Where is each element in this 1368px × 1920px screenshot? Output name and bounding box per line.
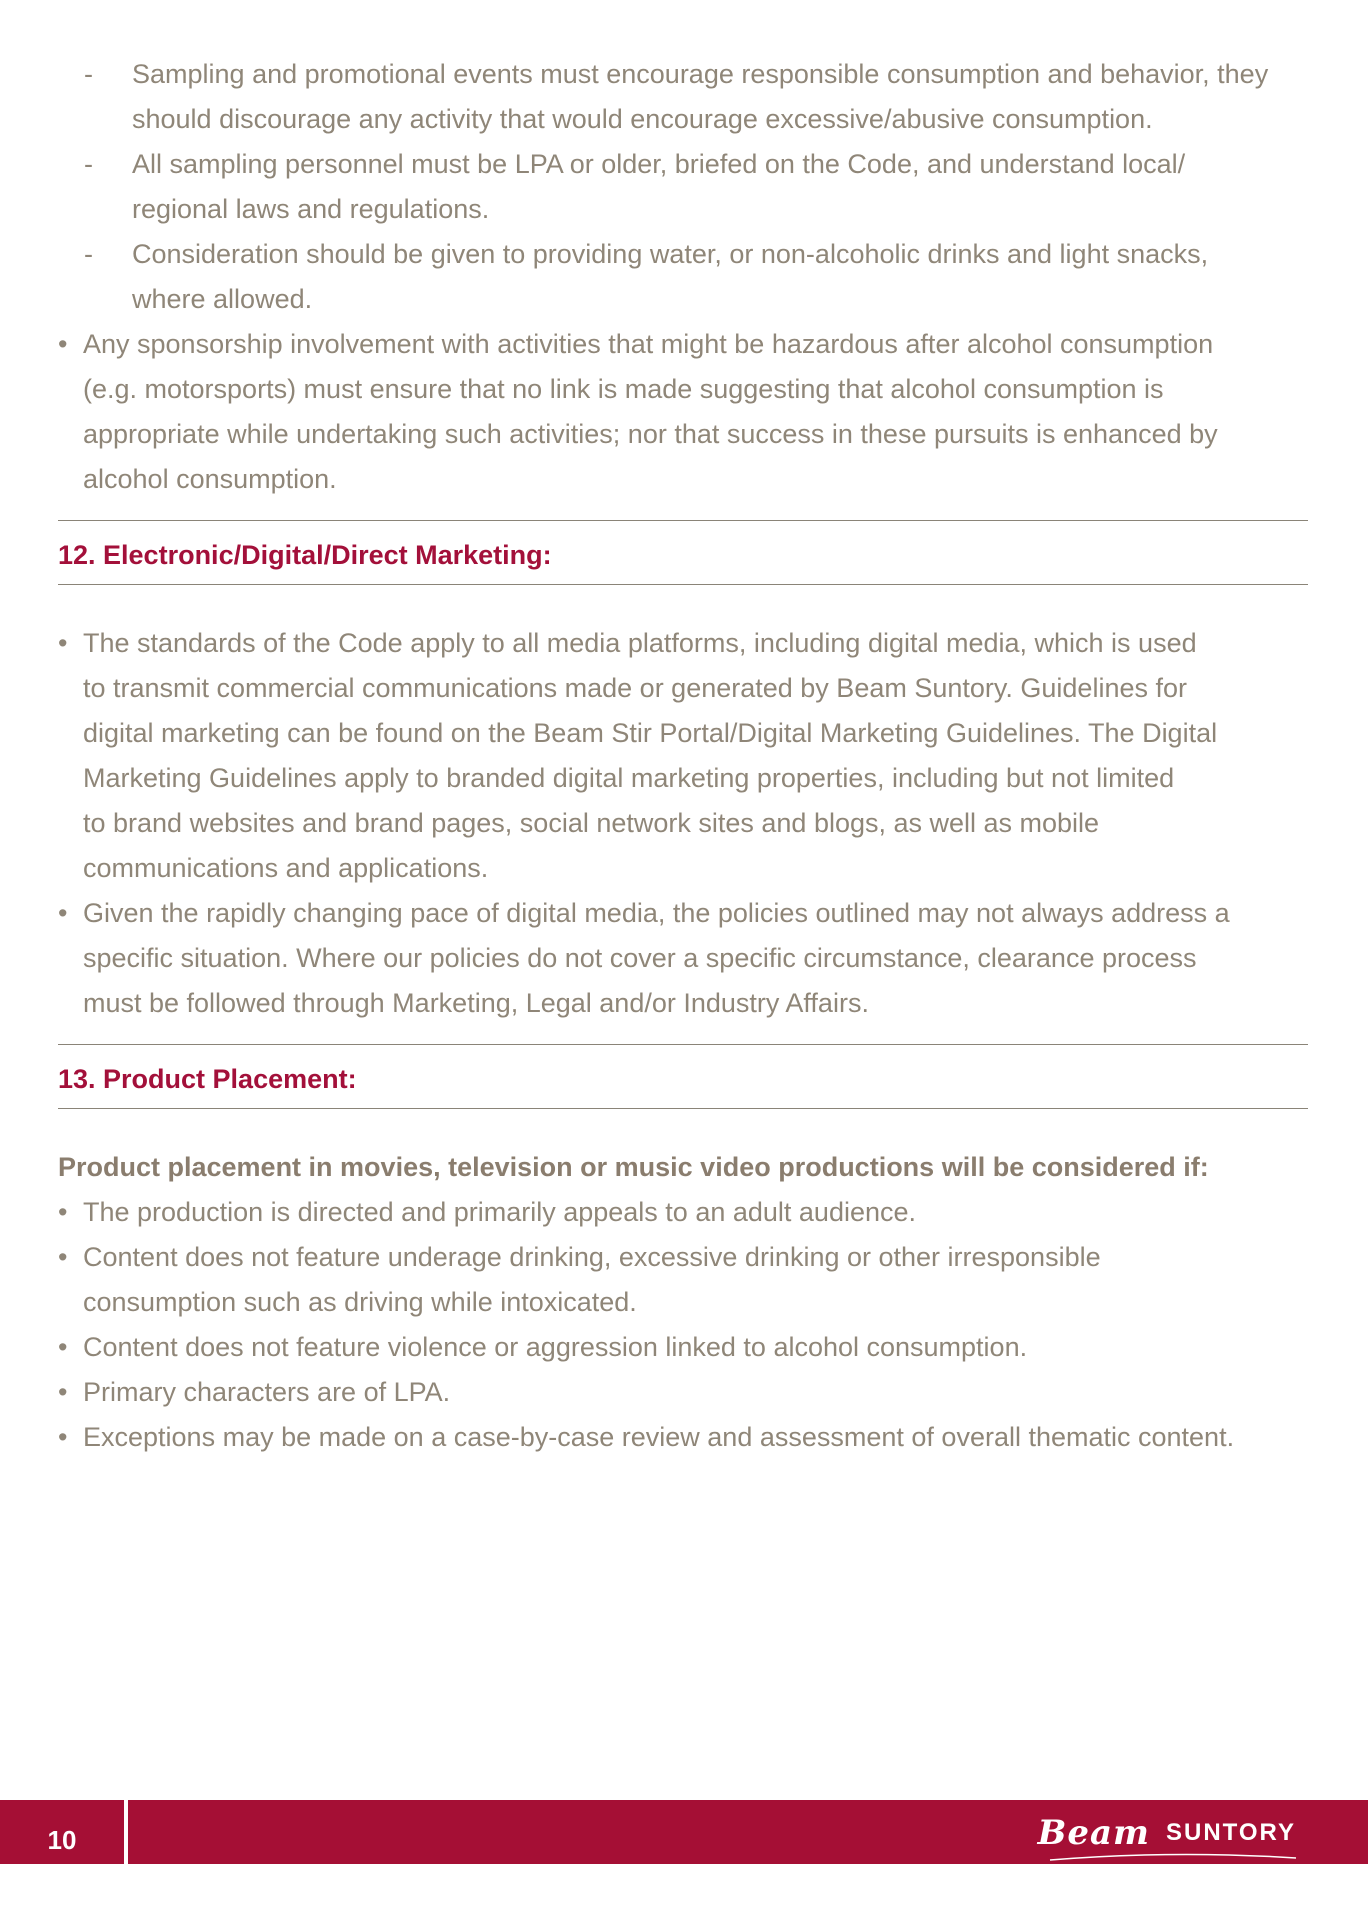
bullet-marker: • (58, 1242, 68, 1272)
bullet-list-item (58, 1235, 1308, 1325)
text-line: Content does not feature violence or aggression linked to alcohol consumption. (83, 1332, 1028, 1362)
logo-beam-wordmark: Beam (1037, 1813, 1150, 1853)
dash-list-item (84, 52, 1308, 142)
bullet-marker: • (58, 1422, 68, 1452)
text-line: digital marketing can be found on the Beam Stir Portal/Digital Marketing Guidelines. The Digital (83, 718, 1218, 748)
text-line: (e.g. motorsports) must ensure that no link is made suggesting that alcohol consumption is (83, 374, 1164, 404)
bullet-marker: • (58, 1377, 68, 1407)
section-lead-text: Product placement in movies, television or music video productions will be considered if: (58, 1152, 1209, 1182)
beam-suntory-logo (1038, 1808, 1296, 1858)
footer-divider (124, 1800, 128, 1864)
text-line: must be followed through Marketing, Legal and/or Industry Affairs. (83, 988, 869, 1018)
page-footer (0, 1800, 1368, 1864)
text-line: The production is directed and primarily appeals to an adult audience. (83, 1197, 917, 1227)
text-line: Consideration should be given to providing water, or non-alcoholic drinks and light snacks, (132, 239, 1209, 269)
text-line: Sampling and promotional events must encourage responsible consumption and behavior, they (132, 59, 1269, 89)
bullet-list-item (58, 322, 1308, 502)
bullet-marker: • (58, 628, 68, 658)
section-divider (58, 1044, 1308, 1045)
bullet-list-item (58, 891, 1308, 1026)
text-line: specific situation. Where our policies do not cover a specific circumstance, clearance process (83, 943, 1197, 973)
text-line: Any sponsorship involvement with activities that might be hazardous after alcohol consumption (83, 329, 1214, 359)
document-body (58, 52, 1308, 1460)
text-line: All sampling personnel must be LPA or older, briefed on the Code, and understand local/ (132, 149, 1186, 179)
page-number: 10 (47, 1825, 77, 1855)
text-line: Given the rapidly changing pace of digital media, the policies outlined may not always address a (83, 898, 1230, 928)
dash-marker: - (84, 239, 93, 269)
bullet-list-item (58, 1370, 1308, 1415)
bullet-list-item (58, 621, 1308, 891)
text-line: Exceptions may be made on a case-by-case review and assessment of overall thematic content. (83, 1422, 1235, 1452)
text-line: to brand websites and brand pages, social network sites and blogs, as well as mobile (83, 808, 1100, 838)
dash-list-item (84, 142, 1308, 232)
section13-bullet-list (58, 1190, 1308, 1460)
text-line: to transmit commercial communications made or generated by Beam Suntory. Guidelines for (83, 673, 1187, 703)
text-line: alcohol consumption. (83, 464, 337, 494)
bullet-list-item (58, 1325, 1308, 1370)
intro-bullet-list (58, 322, 1308, 502)
logo-swoosh-icon (1048, 1852, 1298, 1862)
dash-list-item (84, 232, 1308, 322)
bullet-marker: • (58, 1332, 68, 1362)
dash-marker: - (84, 149, 93, 179)
text-line: consumption such as driving while intoxicated. (83, 1287, 637, 1317)
intro-dash-list (58, 52, 1308, 322)
text-line: where allowed. (132, 284, 313, 314)
bullet-marker: • (58, 1197, 68, 1227)
text-line: should discourage any activity that would encourage excessive/abusive consumption. (132, 104, 1153, 134)
logo-suntory-wordmark: SUNTORY (1165, 1819, 1296, 1846)
section12-bullet-list (58, 621, 1308, 1026)
text-line: The standards of the Code apply to all media platforms, including digital media, which is used (83, 628, 1197, 658)
text-line: regional laws and regulations. (132, 194, 490, 224)
bullet-marker: • (58, 898, 68, 928)
bullet-marker: • (58, 329, 68, 359)
bullet-list-item (58, 1415, 1308, 1460)
section-divider (58, 520, 1308, 521)
dash-marker: - (84, 59, 93, 89)
text-line: communications and applications. (83, 853, 489, 883)
bullet-list-item (58, 1190, 1308, 1235)
text-line: Primary characters are of LPA. (83, 1377, 451, 1407)
text-line: Marketing Guidelines apply to branded digital marketing properties, including but not limited (83, 763, 1175, 793)
text-line: Content does not feature underage drinking, excessive drinking or other irresponsible (83, 1242, 1101, 1272)
text-line: appropriate while undertaking such activities; nor that success in these pursuits is enhanced by (83, 419, 1218, 449)
section-heading: 13. Product Placement: (58, 1064, 357, 1094)
section-heading: 12. Electronic/Digital/Direct Marketing: (58, 540, 552, 570)
